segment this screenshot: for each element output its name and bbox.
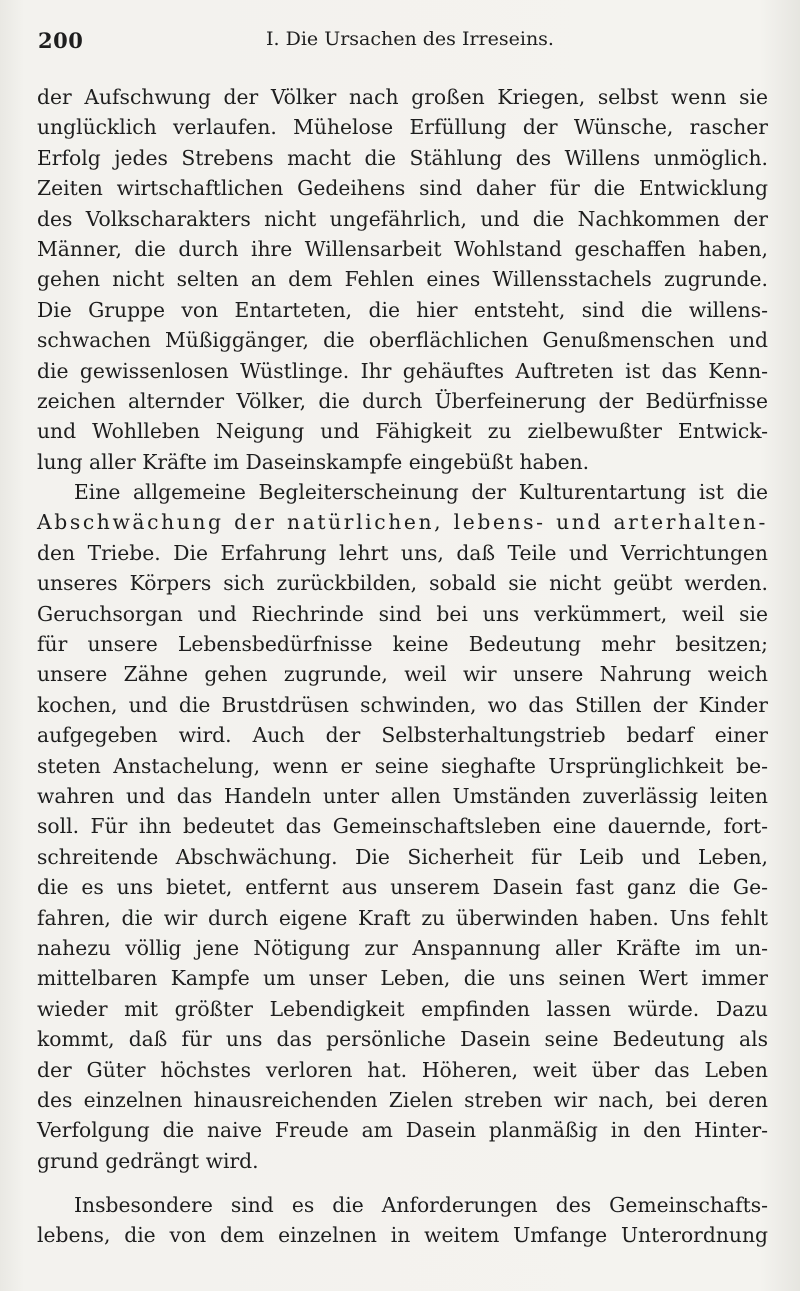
text-line: die gewissenlosen Wüstlinge. Ihr gehäuftes Auftreten ist das Kenn- (37, 358, 768, 383)
text-line: der Aufschwung der Völker nach großen Kriegen, selbst wenn sie (37, 85, 768, 109)
text-line: unseres Körpers sich zurückbilden, sobald sie nicht geübt werden. (37, 571, 768, 596)
text-line: wahren und das Handeln unter allen Umständen zuverlässig leiten (37, 783, 768, 808)
text-line: des einzelnen hinausreichenden Zielen streben wir nach, bei deren (37, 1087, 768, 1112)
paragraph (37, 1190, 768, 1251)
text-line: fahren, die wir durch eigene Kraft zu überwinden haben. Uns fehlt (37, 905, 768, 930)
body-text (37, 82, 768, 1251)
text-line: nahezu völlig jene Nötigung zur Anspannung aller Kräfte im un- (37, 935, 768, 960)
text-line: lebens, die von dem einzelnen in weitem Umfange Unterordnung (37, 1223, 768, 1248)
text-line: gehen nicht selten an dem Fehlen eines Willensstachels zugrunde. (37, 267, 768, 292)
text-line: Eine allgemeine Begleiterscheinung der Kulturentartung ist die (74, 480, 768, 505)
paragraph (37, 477, 768, 1176)
paragraph-gap (37, 1176, 768, 1190)
text-line: schwachen Müßiggänger, die oberflächlichen Genußmenschen und (37, 328, 768, 353)
text-line: zeichen alternder Völker, die durch Überfeinerung der Bedürfnisse (37, 388, 768, 413)
text-line: Männer, die durch ihre Willensarbeit Wohlstand geschaffen haben, (37, 236, 768, 261)
page-header (38, 28, 762, 62)
text-line: schreitende Abschwächung. Die Sicherheit für Leib und Leben, (37, 844, 768, 869)
text-line: unsere Zähne gehen zugrunde, weil wir unsere Nahrung weich (37, 662, 768, 687)
text-line: der Güter höchstes verloren hat. Höheren, weit über das Leben (37, 1057, 768, 1082)
text-line: Verfolgung die naive Freude am Dasein planmäßig in den Hinter- (37, 1118, 768, 1143)
text-line: soll. Für ihn bedeutet das Gemeinschaftsleben eine dauernde, fort- (37, 814, 768, 839)
text-line: kommt, daß für uns das persönliche Dasein seine Bedeutung als (37, 1027, 768, 1052)
text-line: und Wohlleben Neigung und Fähigkeit zu zielbewußter Entwick- (37, 419, 768, 444)
text-line: Geruchsorgan und Riechrinde sind bei uns verkümmert, weil sie (37, 601, 768, 626)
text-line: Zeiten wirtschaftlichen Gedeihens sind daher für die Entwicklung (37, 176, 768, 201)
text-line: des Volkscharakters nicht ungefährlich, und die Nachkommen der (37, 206, 768, 231)
text-line: die es uns bietet, entfernt aus unserem Dasein fast ganz die Ge- (37, 875, 768, 900)
text-line: Die Gruppe von Entarteten, die hier entsteht, sind die willens- (37, 297, 768, 322)
text-line: den Triebe. Die Erfahrung lehrt uns, daß Teile und Verrichtungen (37, 540, 768, 565)
text-line: Insbesondere sind es die Anforderungen des Gemeinschafts- (74, 1193, 768, 1218)
text-line: wieder mit größter Lebendigkeit empfinden lassen würde. Dazu (37, 996, 768, 1021)
text-line: lung aller Kräfte im Daseinskampfe eingebüßt haben. (37, 449, 590, 474)
text-line: Erfolg jedes Strebens macht die Stählung des Willens unmöglich. (37, 145, 768, 170)
running-head: I. Die Ursachen des Irreseins. (266, 28, 554, 50)
text-line: grund gedrängt wird. (37, 1148, 259, 1173)
text-line: für unsere Lebensbedürfnisse keine Bedeutung mehr besitzen; (37, 632, 768, 657)
paragraph (37, 82, 768, 477)
text-line: mittelbaren Kampfe um unser Leben, die uns seinen Wert immer (37, 966, 768, 991)
text-line: steten Anstachelung, wenn er seine sieghafte Ursprünglichkeit be- (37, 753, 768, 778)
text-line: kochen, und die Brustdrüsen schwinden, wo das Stillen der Kinder (37, 692, 768, 717)
text-line: unglücklich verlaufen. Mühelose Erfüllung der Wünsche, rascher (37, 115, 768, 140)
page-number: 200 (38, 28, 84, 53)
text-line: aufgegeben wird. Auch der Selbsterhaltungstrieb bedarf einer (37, 723, 768, 748)
text-line-spaced: Abschwächung der natürlichen, lebens- und arterhalten- (37, 510, 768, 535)
